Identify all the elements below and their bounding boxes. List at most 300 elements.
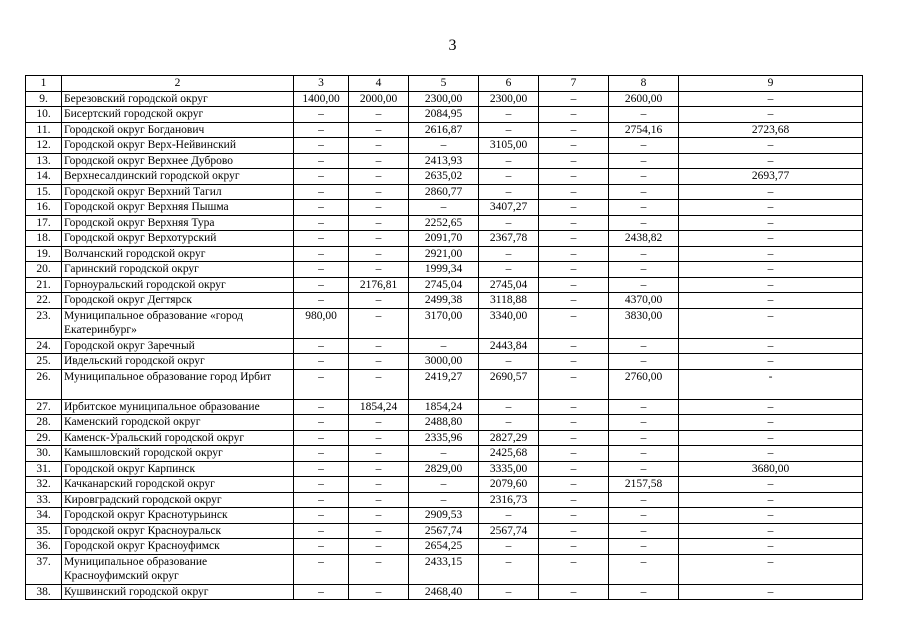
col8-cell: – — [609, 508, 679, 524]
col5-cell: – — [409, 138, 479, 154]
row-number-cell: 23. — [26, 308, 62, 338]
col7-cell: – — [539, 415, 609, 431]
col3-cell: – — [294, 399, 349, 415]
col3-cell: 980,00 — [294, 308, 349, 338]
col8-cell: – — [609, 246, 679, 262]
name-cell: Городской округ Верхнее Дуброво — [62, 153, 294, 169]
table-row — [26, 153, 863, 169]
col4-cell: – — [349, 293, 409, 309]
col6-cell: – — [479, 354, 539, 370]
data-table — [25, 75, 863, 600]
col7-cell: – — [539, 554, 609, 584]
name-cell: Городской округ Красноуральск — [62, 523, 294, 539]
col7-cell: – — [539, 153, 609, 169]
col7-cell: – — [539, 461, 609, 477]
col7-cell: – — [539, 293, 609, 309]
col5-cell: 2921,00 — [409, 246, 479, 262]
table-row — [26, 338, 863, 354]
col4-cell: – — [349, 184, 409, 200]
col7-cell: – — [539, 508, 609, 524]
col5-cell: 2084,95 — [409, 107, 479, 123]
col6-cell: – — [479, 584, 539, 600]
col4-cell: – — [349, 492, 409, 508]
col8-cell: 2600,00 — [609, 91, 679, 107]
col5-cell: 2829,00 — [409, 461, 479, 477]
col8-cell: 2760,00 — [609, 369, 679, 399]
col9-cell: – — [679, 277, 863, 293]
col9-cell: 2693,77 — [679, 169, 863, 185]
name-cell: Волчанский городской округ — [62, 246, 294, 262]
column-header: 3 — [294, 76, 349, 92]
col6-cell: – — [479, 246, 539, 262]
col8-cell: 2438,82 — [609, 231, 679, 247]
row-number-cell: 17. — [26, 215, 62, 231]
col5-cell: 3170,00 — [409, 308, 479, 338]
col9-cell: – — [679, 246, 863, 262]
col7-cell: – — [539, 399, 609, 415]
col6-cell: 2745,04 — [479, 277, 539, 293]
col6-cell: 2567,74 — [479, 523, 539, 539]
table-row — [26, 277, 863, 293]
col9-cell: – — [679, 508, 863, 524]
row-number-cell: 16. — [26, 200, 62, 216]
col4-cell: – — [349, 200, 409, 216]
col9-cell: 2723,68 — [679, 122, 863, 138]
col6-cell: – — [479, 415, 539, 431]
col5-cell: 2654,25 — [409, 539, 479, 555]
col8-cell: – — [609, 277, 679, 293]
table-row — [26, 523, 863, 539]
table-row — [26, 492, 863, 508]
col6-cell: – — [479, 508, 539, 524]
col6-cell: 2079,60 — [479, 477, 539, 493]
col4-cell: – — [349, 369, 409, 399]
col4-cell: – — [349, 138, 409, 154]
name-cell: Городской округ Верхний Тагил — [62, 184, 294, 200]
col8-cell: 4370,00 — [609, 293, 679, 309]
col4-cell: – — [349, 338, 409, 354]
col4-cell: – — [349, 430, 409, 446]
col8-cell: – — [609, 138, 679, 154]
row-number-cell: 12. — [26, 138, 62, 154]
col4-cell: – — [349, 262, 409, 278]
col6-cell: – — [479, 539, 539, 555]
name-cell: Муниципальное образование город Ирбит — [62, 369, 294, 399]
col3-cell: – — [294, 200, 349, 216]
col8-cell: – — [609, 184, 679, 200]
row-number-cell: 15. — [26, 184, 62, 200]
col6-cell: 2300,00 — [479, 91, 539, 107]
col3-cell: – — [294, 539, 349, 555]
row-number-cell: 34. — [26, 508, 62, 524]
row-number-cell: 31. — [26, 461, 62, 477]
row-number-cell: 22. — [26, 293, 62, 309]
col4-cell: – — [349, 446, 409, 462]
col5-cell: – — [409, 477, 479, 493]
column-header: 6 — [479, 76, 539, 92]
col3-cell: – — [294, 231, 349, 247]
col9-cell: – — [679, 138, 863, 154]
row-number-cell: 36. — [26, 539, 62, 555]
col3-cell: – — [294, 107, 349, 123]
table-row — [26, 231, 863, 247]
col3-cell: – — [294, 138, 349, 154]
row-number-cell: 35. — [26, 523, 62, 539]
col8-cell: – — [609, 492, 679, 508]
table-row — [26, 246, 863, 262]
col9-cell: – — [679, 231, 863, 247]
table-row — [26, 430, 863, 446]
col8-cell: – — [609, 461, 679, 477]
row-number-cell: 26. — [26, 369, 62, 399]
name-cell: Городской округ Краснотурьинск — [62, 508, 294, 524]
col8-cell: – — [609, 354, 679, 370]
name-cell: Бисертский городской округ — [62, 107, 294, 123]
col5-cell: 2433,15 — [409, 554, 479, 584]
row-number-cell: 33. — [26, 492, 62, 508]
col7-cell: – — [539, 122, 609, 138]
col8-cell: 3830,00 — [609, 308, 679, 338]
col6-cell: 3340,00 — [479, 308, 539, 338]
col4-cell: – — [349, 584, 409, 600]
column-header: 5 — [409, 76, 479, 92]
row-number-cell: 18. — [26, 231, 62, 247]
col5-cell: 2499,38 — [409, 293, 479, 309]
row-number-cell: 11. — [26, 122, 62, 138]
col4-cell: – — [349, 153, 409, 169]
row-number-cell: 37. — [26, 554, 62, 584]
col8-cell: – — [609, 446, 679, 462]
col9-cell: – — [679, 477, 863, 493]
column-header: 4 — [349, 76, 409, 92]
col9-cell: – — [679, 415, 863, 431]
col8-cell: – — [609, 584, 679, 600]
col3-cell: – — [294, 153, 349, 169]
table-row — [26, 200, 863, 216]
col4-cell: – — [349, 477, 409, 493]
row-number-cell: 10. — [26, 107, 62, 123]
col3-cell: – — [294, 338, 349, 354]
col6-cell: – — [479, 153, 539, 169]
page-number: 3 — [448, 37, 457, 54]
col5-cell: 2419,27 — [409, 369, 479, 399]
col8-cell: 2754,16 — [609, 122, 679, 138]
col5-cell: 1854,24 — [409, 399, 479, 415]
col3-cell: – — [294, 554, 349, 584]
table-row — [26, 554, 863, 584]
col3-cell: – — [294, 584, 349, 600]
col3-cell: – — [294, 508, 349, 524]
header-row — [26, 76, 863, 92]
col5-cell: 2413,93 — [409, 153, 479, 169]
col4-cell: – — [349, 215, 409, 231]
col8-cell: – — [609, 399, 679, 415]
table-body — [26, 76, 863, 600]
col7-cell: – — [539, 430, 609, 446]
col9-cell: – — [679, 153, 863, 169]
row-number-cell: 20. — [26, 262, 62, 278]
col3-cell: – — [294, 354, 349, 370]
col8-cell: 2157,58 — [609, 477, 679, 493]
col7-cell: – — [539, 354, 609, 370]
col8-cell: – — [609, 153, 679, 169]
col7-cell: – — [539, 584, 609, 600]
col7-cell: – — [539, 523, 609, 539]
name-cell: Качканарский городской округ — [62, 477, 294, 493]
col5-cell: 2488,80 — [409, 415, 479, 431]
table-row — [26, 262, 863, 278]
name-cell: Ивдельский городской округ — [62, 354, 294, 370]
col4-cell: – — [349, 107, 409, 123]
col6-cell: – — [479, 169, 539, 185]
col9-cell: 3680,00 — [679, 461, 863, 477]
table-row — [26, 184, 863, 200]
col9-cell: – — [679, 430, 863, 446]
table-row — [26, 215, 863, 231]
col7-cell: – — [539, 338, 609, 354]
col8-cell: – — [609, 107, 679, 123]
col4-cell: 2176,81 — [349, 277, 409, 293]
col6-cell: 3118,88 — [479, 293, 539, 309]
name-cell: Каменск-Уральский городской округ — [62, 430, 294, 446]
name-cell: Кушвинский городской округ — [62, 584, 294, 600]
table-row — [26, 508, 863, 524]
col8-cell: – — [609, 215, 679, 231]
col7-cell: – — [539, 169, 609, 185]
col6-cell: – — [479, 122, 539, 138]
name-cell: Городской округ Верх-Нейвинский — [62, 138, 294, 154]
col3-cell: – — [294, 246, 349, 262]
col3-cell: – — [294, 477, 349, 493]
col7-cell: – — [539, 107, 609, 123]
col9-cell: – — [679, 184, 863, 200]
col3-cell: – — [294, 122, 349, 138]
col8-cell: – — [609, 169, 679, 185]
col4-cell: – — [349, 354, 409, 370]
col5-cell: 3000,00 — [409, 354, 479, 370]
col5-cell: 2567,74 — [409, 523, 479, 539]
col9-cell: – — [679, 584, 863, 600]
col7-cell: – — [539, 246, 609, 262]
col3-cell: – — [294, 184, 349, 200]
row-number-cell: 9. — [26, 91, 62, 107]
col7-cell: – — [539, 200, 609, 216]
col6-cell: 2443,84 — [479, 338, 539, 354]
row-number-cell: 30. — [26, 446, 62, 462]
col7-cell: – — [539, 446, 609, 462]
col7-cell: – — [539, 138, 609, 154]
col8-cell: – — [609, 523, 679, 539]
table-row — [26, 584, 863, 600]
table-row — [26, 169, 863, 185]
col8-cell: – — [609, 338, 679, 354]
column-header: 7 — [539, 76, 609, 92]
col5-cell: 2335,96 — [409, 430, 479, 446]
name-cell: Городской округ Верхотурский — [62, 231, 294, 247]
col7-cell: – — [539, 231, 609, 247]
table-row — [26, 91, 863, 107]
table-row — [26, 415, 863, 431]
column-header: 9 — [679, 76, 863, 92]
row-number-cell: 29. — [26, 430, 62, 446]
row-number-cell: 27. — [26, 399, 62, 415]
col4-cell: – — [349, 554, 409, 584]
col3-cell: 1400,00 — [294, 91, 349, 107]
col3-cell: – — [294, 369, 349, 399]
col3-cell: – — [294, 430, 349, 446]
col9-cell: – — [679, 338, 863, 354]
col9-cell: – — [679, 492, 863, 508]
col3-cell: – — [294, 523, 349, 539]
col7-cell: – — [539, 369, 609, 399]
table-row — [26, 369, 863, 399]
col4-cell: – — [349, 169, 409, 185]
col6-cell: 3105,00 — [479, 138, 539, 154]
col3-cell: – — [294, 262, 349, 278]
col9-cell: – — [679, 554, 863, 584]
name-cell: Каменский городской округ — [62, 415, 294, 431]
col7-cell: – — [539, 184, 609, 200]
col4-cell: – — [349, 508, 409, 524]
col7-cell: – — [539, 492, 609, 508]
name-cell: Камышловский городской округ — [62, 446, 294, 462]
col9-cell: – — [679, 539, 863, 555]
col6-cell: – — [479, 184, 539, 200]
col5-cell: – — [409, 492, 479, 508]
col5-cell: – — [409, 338, 479, 354]
col9-cell: – — [679, 91, 863, 107]
col6-cell: 2827,29 — [479, 430, 539, 446]
table-row — [26, 107, 863, 123]
row-number-cell: 32. — [26, 477, 62, 493]
row-number-cell: 13. — [26, 153, 62, 169]
col7-cell: – — [539, 308, 609, 338]
col6-cell: – — [479, 399, 539, 415]
row-number-cell: 25. — [26, 354, 62, 370]
col7-cell: – — [539, 477, 609, 493]
col4-cell: – — [349, 308, 409, 338]
col5-cell: 2300,00 — [409, 91, 479, 107]
table-row — [26, 354, 863, 370]
col6-cell: – — [479, 262, 539, 278]
col9-cell: – — [679, 215, 863, 231]
col7-cell: – — [539, 91, 609, 107]
col8-cell: – — [609, 415, 679, 431]
col9-cell: – — [679, 293, 863, 309]
col3-cell: – — [294, 415, 349, 431]
col6-cell: 3335,00 — [479, 461, 539, 477]
name-cell: Городской округ Заречный — [62, 338, 294, 354]
column-header: 8 — [609, 76, 679, 92]
row-number-cell: 19. — [26, 246, 62, 262]
name-cell: Городской округ Верхняя Тура — [62, 215, 294, 231]
row-number-cell: 38. — [26, 584, 62, 600]
col5-cell: 2909,53 — [409, 508, 479, 524]
col4-cell: – — [349, 415, 409, 431]
table-row — [26, 539, 863, 555]
name-cell: Кировградский городской округ — [62, 492, 294, 508]
col3-cell: – — [294, 293, 349, 309]
row-number-cell: 24. — [26, 338, 62, 354]
row-number-cell: 28. — [26, 415, 62, 431]
col9-cell: – — [679, 354, 863, 370]
col9-cell: – — [679, 523, 863, 539]
col5-cell: 2091,70 — [409, 231, 479, 247]
col9-cell: - — [679, 369, 863, 399]
col6-cell: – — [479, 554, 539, 584]
col5-cell: 2860,77 — [409, 184, 479, 200]
table-row — [26, 446, 863, 462]
table-row — [26, 308, 863, 338]
table-row — [26, 461, 863, 477]
col9-cell: – — [679, 399, 863, 415]
col4-cell: – — [349, 122, 409, 138]
name-cell: Горноуральский городской округ — [62, 277, 294, 293]
col8-cell: – — [609, 539, 679, 555]
name-cell: Ирбитское муниципальное образование — [62, 399, 294, 415]
col5-cell: – — [409, 200, 479, 216]
col4-cell: – — [349, 523, 409, 539]
col6-cell: – — [479, 215, 539, 231]
col3-cell: – — [294, 277, 349, 293]
col9-cell: – — [679, 262, 863, 278]
row-number-cell: 21. — [26, 277, 62, 293]
col9-cell: – — [679, 308, 863, 338]
col5-cell: 2616,87 — [409, 122, 479, 138]
table-row — [26, 138, 863, 154]
col9-cell: – — [679, 200, 863, 216]
col3-cell: – — [294, 169, 349, 185]
col6-cell: 3407,27 — [479, 200, 539, 216]
col4-cell: 2000,00 — [349, 91, 409, 107]
col9-cell: – — [679, 107, 863, 123]
col8-cell: – — [609, 554, 679, 584]
col4-cell: 1854,24 — [349, 399, 409, 415]
col6-cell: 2316,73 — [479, 492, 539, 508]
col5-cell: 2252,65 — [409, 215, 479, 231]
table-row — [26, 477, 863, 493]
col3-cell: – — [294, 215, 349, 231]
name-cell: Гаринский городской округ — [62, 262, 294, 278]
name-cell: Городской округ Богданович — [62, 122, 294, 138]
col5-cell: 2635,02 — [409, 169, 479, 185]
row-number-cell: 14. — [26, 169, 62, 185]
col4-cell: – — [349, 539, 409, 555]
col9-cell: – — [679, 446, 863, 462]
name-cell: Городской округ Карпинск — [62, 461, 294, 477]
col7-cell: – — [539, 539, 609, 555]
column-header: 1 — [26, 76, 62, 92]
col4-cell: – — [349, 246, 409, 262]
col7-cell: – — [539, 262, 609, 278]
col5-cell: – — [409, 446, 479, 462]
table-row — [26, 399, 863, 415]
col5-cell: 1999,34 — [409, 262, 479, 278]
name-cell: Березовский городской округ — [62, 91, 294, 107]
name-cell: Городской округ Красноуфимск — [62, 539, 294, 555]
col8-cell: – — [609, 200, 679, 216]
column-header: 2 — [62, 76, 294, 92]
col3-cell: – — [294, 461, 349, 477]
name-cell: Городской округ Дегтярск — [62, 293, 294, 309]
col8-cell: – — [609, 430, 679, 446]
col3-cell: – — [294, 492, 349, 508]
name-cell: Муниципальное образование «город Екатеринбург» — [62, 308, 294, 338]
col6-cell: 2425,68 — [479, 446, 539, 462]
name-cell: Муниципальное образование Красноуфимский округ — [62, 554, 294, 584]
col5-cell: 2745,04 — [409, 277, 479, 293]
col4-cell: – — [349, 461, 409, 477]
